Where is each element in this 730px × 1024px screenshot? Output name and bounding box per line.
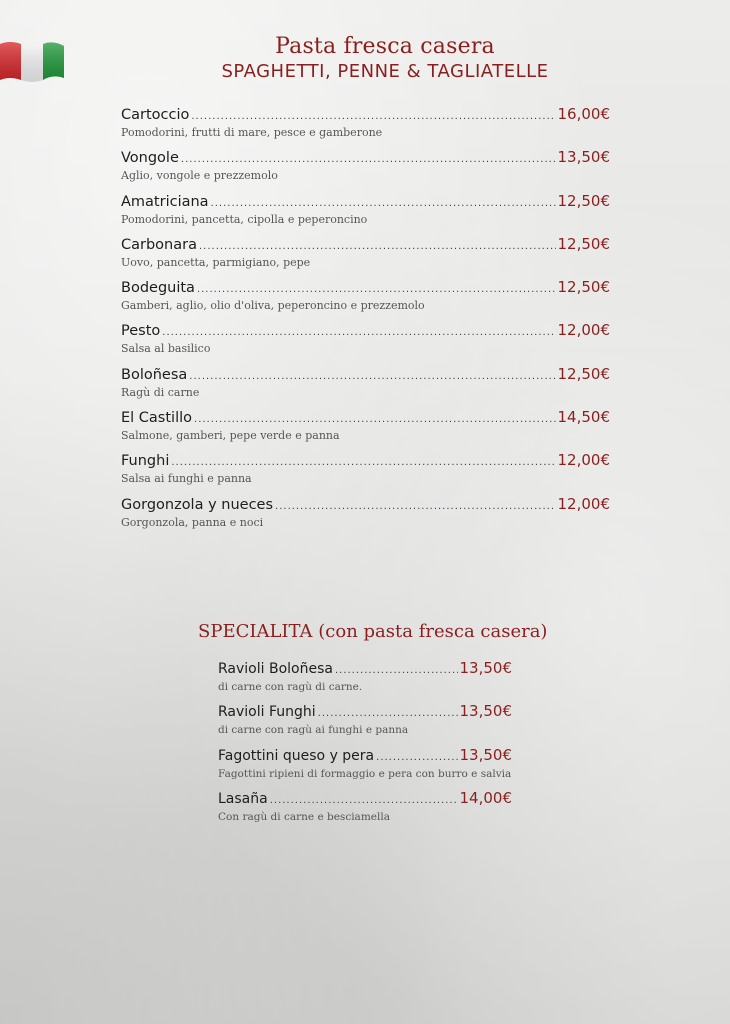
dish-name: Lasaña [218, 790, 268, 807]
leader-dots [376, 748, 457, 767]
dish-price: 12,50€ [557, 234, 610, 253]
dish-description: Salsa ai funghi e panna [121, 472, 252, 486]
dish-price: 13,50€ [557, 148, 610, 167]
menu-item [121, 408, 610, 451]
dish-price: 16,00€ [557, 105, 610, 123]
dish-name: Carbonara [121, 236, 197, 253]
dish-name: Amatriciana [121, 193, 209, 210]
leader-dots [270, 791, 458, 810]
leader-dots [199, 237, 556, 256]
pasta-menu-list [121, 105, 610, 538]
dish-price: 13,50€ [459, 702, 512, 721]
page-subtitle: SPAGHETTI, PENNE & TAGLIATELLE [221, 61, 549, 82]
leader-dots [171, 453, 555, 472]
dish-description: Pomodorini, frutti di mare, pesce e gamberone [121, 126, 383, 139]
menu-item [218, 659, 512, 702]
dish-name: Gorgonzola y nueces [121, 496, 274, 513]
dish-price: 14,00€ [459, 788, 512, 807]
menu-item [121, 495, 610, 538]
dish-description: Gorgonzola, panna e noci [121, 515, 264, 529]
dish-price: 12,00€ [557, 321, 610, 340]
menu-item [121, 278, 610, 321]
menu-item [121, 148, 610, 191]
dish-name: Ravioli Boloñesa [218, 661, 333, 677]
dish-price: 12,50€ [557, 278, 610, 297]
dish-name: Boloñesa [121, 366, 188, 383]
menu-item [121, 365, 610, 408]
menu-item [218, 789, 512, 832]
menu-item [121, 451, 610, 494]
dish-name: Funghi [121, 453, 170, 470]
leader-dots [191, 107, 555, 126]
dish-description: Aglio, vongole e prezzemolo [121, 169, 278, 183]
dish-description: di carne con ragù ai funghi e panna [218, 724, 409, 737]
dish-description: Uovo, pancetta, parmigiano, pepe [121, 255, 311, 269]
dish-description: Salmone, gamberi, pepe verde e panna [121, 429, 340, 443]
leader-dots [335, 661, 458, 680]
leader-dots [189, 367, 555, 386]
dish-name: Vongole [121, 150, 179, 167]
dish-description: Con ragù di carne e besciamella [218, 810, 390, 823]
menu-item [218, 702, 512, 745]
leader-dots [181, 150, 556, 169]
dish-name: Cartoccio [121, 107, 190, 123]
dish-price: 14,50€ [557, 408, 610, 427]
dish-description: di carne con ragù di carne. [218, 681, 363, 693]
dish-name: Pesto [121, 323, 161, 340]
leader-dots [275, 497, 555, 516]
dish-name: Ravioli Funghi [218, 704, 316, 721]
menu-item [121, 235, 610, 278]
dish-price: 12,50€ [557, 191, 610, 210]
leader-dots [211, 194, 556, 213]
menu-header [0, 34, 730, 84]
leader-dots [318, 704, 458, 723]
menu-item [121, 105, 610, 148]
specialita-title: SPECIALITA (con pasta fresca casera) [198, 621, 548, 642]
dish-price: 12,50€ [557, 364, 610, 383]
menu-item [121, 192, 610, 235]
dish-description: Gamberi, aglio, olio d'oliva, peperoncino e prezzemolo [121, 299, 425, 313]
leader-dots [197, 280, 556, 299]
menu-item [218, 746, 512, 789]
dish-price: 12,00€ [557, 451, 610, 470]
dish-description: Fagottini ripieni di formaggio e pera con burro e salvia [218, 767, 512, 780]
dish-description: Pomodorini, pancetta, cipolla e peperoncino [121, 212, 368, 226]
page-title: Pasta fresca casera [275, 34, 495, 59]
leader-dots [194, 410, 555, 429]
dish-description: Ragù di carne [121, 385, 200, 399]
dish-price: 12,00€ [557, 494, 610, 513]
dish-name: El Castillo [121, 410, 193, 427]
dish-name: Bodeguita [121, 280, 195, 297]
menu-item [121, 321, 610, 364]
dish-price: 13,50€ [459, 745, 512, 764]
dish-description: Salsa al basilico [121, 342, 211, 356]
dish-price: 13,50€ [459, 659, 512, 677]
dish-name: Fagottini queso y pera [218, 747, 375, 764]
specialita-menu-list [218, 659, 512, 832]
leader-dots [162, 323, 555, 342]
